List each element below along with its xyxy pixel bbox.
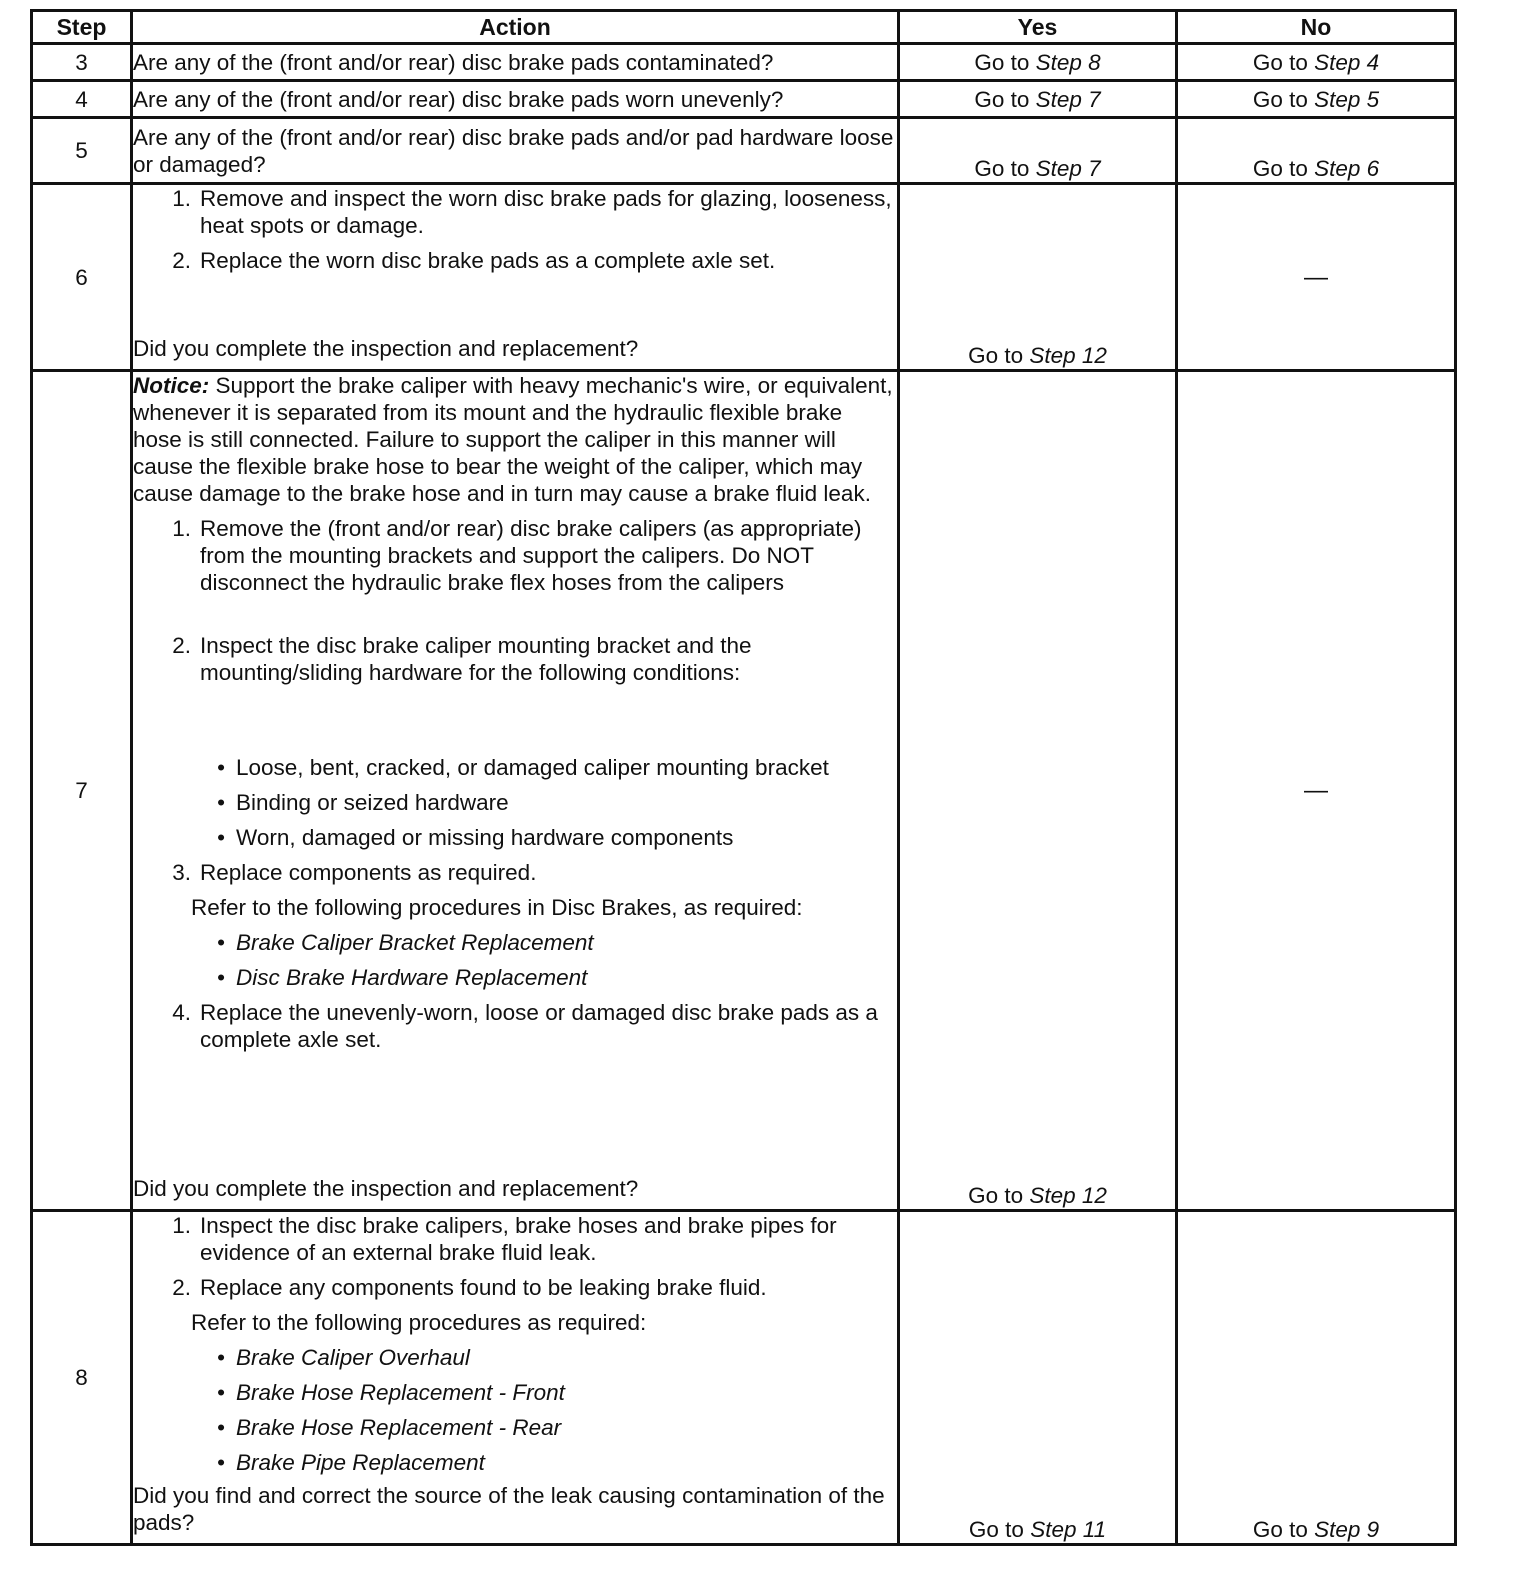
list-item: • Brake Hose Replacement - Front [133, 1379, 897, 1406]
notice-label: Notice: [133, 373, 210, 398]
list-item: 3. Replace components as required. [172, 860, 537, 885]
procedure-link[interactable]: Brake Pipe Replacement [236, 1450, 485, 1475]
no-step-link[interactable]: Step 6 [1314, 156, 1380, 181]
step-number: 6 [32, 184, 132, 371]
procedure-link[interactable]: Brake Caliper Bracket Replacement [236, 930, 594, 955]
no-cell-dash: — [1177, 371, 1456, 1211]
list-item: 2. Replace the worn disc brake pads as a complete axle set. [172, 248, 776, 273]
table-row-step-6 [32, 184, 1456, 371]
list-item: 1. Inspect the disc brake calipers, brake hoses and brake pipes for evidence of an external brake fluid leak. [172, 1213, 837, 1265]
list-item: 1. Remove the (front and/or rear) disc brake calipers (as appropriate) from the mounting brackets and support the calipers. Do NOT disconnect the hydraulic brake flex hoses from the calipers [172, 516, 862, 595]
diagnostic-table [30, 9, 1457, 1546]
goto-prefix: Go to [974, 86, 1030, 112]
procedures-list [133, 1344, 897, 1476]
action-steps [133, 515, 897, 686]
list-item: 1. Remove and inspect the worn disc brake pads for glazing, looseness, heat spots or damage. [172, 186, 892, 238]
list-item: • Brake Hose Replacement - Rear [133, 1414, 897, 1441]
list-item: • Binding or seized hardware [217, 790, 509, 815]
table-row-step-8 [32, 1211, 1456, 1545]
goto-prefix: Go to [1252, 1517, 1308, 1542]
yes-cell [899, 371, 1177, 1211]
procedure-link[interactable]: Brake Hose Replacement - Front [236, 1380, 565, 1405]
action-cell [132, 184, 899, 371]
list-item: 2. Replace any components found to be leaking brake fluid. [172, 1275, 767, 1300]
goto-prefix: Go to [1252, 156, 1308, 181]
list-item: • Brake Caliper Overhaul [133, 1344, 897, 1371]
yes-cell [899, 118, 1177, 184]
header-yes: Yes [899, 11, 1177, 44]
procedure-link[interactable]: Disc Brake Hardware Replacement [236, 965, 588, 990]
action-question: Did you find and correct the source of the leak causing contamination of the pads? [133, 1483, 885, 1535]
step-number: 3 [32, 44, 132, 81]
action-question: Are any of the (front and/or rear) disc brake pads contaminated? [132, 44, 899, 81]
yes-cell [899, 184, 1177, 371]
header-step: Step [32, 11, 132, 44]
yes-step-link[interactable]: Step 12 [1029, 1183, 1107, 1208]
header-row [32, 11, 1456, 44]
refer-text: Refer to the following procedures as required: [191, 1310, 647, 1335]
yes-cell [899, 81, 1177, 118]
table-row-step-5 [32, 118, 1456, 184]
no-cell [1177, 81, 1456, 118]
goto-prefix: Go to [968, 1183, 1024, 1208]
header-no: No [1177, 11, 1456, 44]
no-step-link[interactable]: Step 9 [1314, 1517, 1380, 1542]
yes-step-link[interactable]: Step 7 [1035, 156, 1101, 181]
notice-text: Support the brake caliper with heavy mechanic's wire, or equivalent, whenever it is separated from its mount and the hydraulic flexible brake hose is still connected. Failure to support the caliper in this manner will cause the flexible brake hose to bear the weight of the caliper, which may cause damage to the brake hose and in turn may cause a brake fluid leak. [133, 373, 893, 506]
notice [133, 372, 897, 507]
goto-prefix: Go to [968, 343, 1024, 368]
list-item: • Brake Pipe Replacement [133, 1449, 897, 1476]
no-cell [1177, 44, 1456, 81]
procedures-list [133, 929, 897, 991]
no-cell [1177, 1211, 1456, 1545]
goto-prefix: Go to [1252, 86, 1308, 112]
list-item: 4. Replace the unevenly-worn, loose or damaged disc brake pads as a complete axle set. [172, 1000, 878, 1052]
procedure-link[interactable]: Brake Hose Replacement - Rear [236, 1415, 562, 1440]
step-number: 4 [32, 81, 132, 118]
action-question: Did you complete the inspection and replacement? [133, 336, 639, 361]
yes-step-link[interactable]: Step 11 [1030, 1517, 1107, 1542]
list-item: • Disc Brake Hardware Replacement [133, 964, 897, 991]
action-steps [133, 1212, 897, 1301]
step-number: 8 [32, 1211, 132, 1545]
step-number: 7 [32, 371, 132, 1211]
goto-prefix: Go to [1252, 49, 1308, 75]
yes-step-link[interactable]: Step 12 [1029, 343, 1107, 368]
list-item: • Loose, bent, cracked, or damaged caliper mounting bracket [217, 755, 829, 780]
no-step-link[interactable]: Step 5 [1314, 86, 1380, 112]
goto-prefix: Go to [974, 49, 1030, 75]
list-item: 2. Inspect the disc brake caliper mounting bracket and the mounting/sliding hardware for the following conditions: [172, 633, 752, 685]
yes-step-link[interactable]: Step 8 [1035, 49, 1101, 75]
table-row-step-7 [32, 371, 1456, 1211]
list-item: • Brake Caliper Bracket Replacement [133, 929, 897, 956]
yes-cell [899, 44, 1177, 81]
action-steps [133, 185, 897, 274]
action-question: Are any of the (front and/or rear) disc brake pads and/or pad hardware loose or damaged? [132, 118, 899, 184]
goto-prefix: Go to [968, 1517, 1024, 1542]
action-question: Are any of the (front and/or rear) disc brake pads worn unevenly? [132, 81, 899, 118]
conditions-list [133, 754, 897, 851]
yes-step-link[interactable]: Step 7 [1035, 86, 1101, 112]
no-step-link[interactable]: Step 4 [1314, 49, 1380, 75]
table-row-step-4 [32, 81, 1456, 118]
list-item: • Worn, damaged or missing hardware components [217, 825, 734, 850]
no-cell [1177, 118, 1456, 184]
yes-cell [899, 1211, 1177, 1545]
header-action: Action [132, 11, 899, 44]
no-cell-dash: — [1177, 184, 1456, 371]
step-number: 5 [32, 118, 132, 184]
action-cell [132, 1211, 899, 1545]
refer-text: Refer to the following procedures in Disc Brakes, as required: [191, 895, 803, 920]
action-cell [132, 371, 899, 1211]
table-row-step-3 [32, 44, 1456, 81]
action-question: Did you complete the inspection and replacement? [133, 1176, 639, 1201]
procedure-link[interactable]: Brake Caliper Overhaul [236, 1345, 470, 1370]
goto-prefix: Go to [974, 156, 1030, 181]
